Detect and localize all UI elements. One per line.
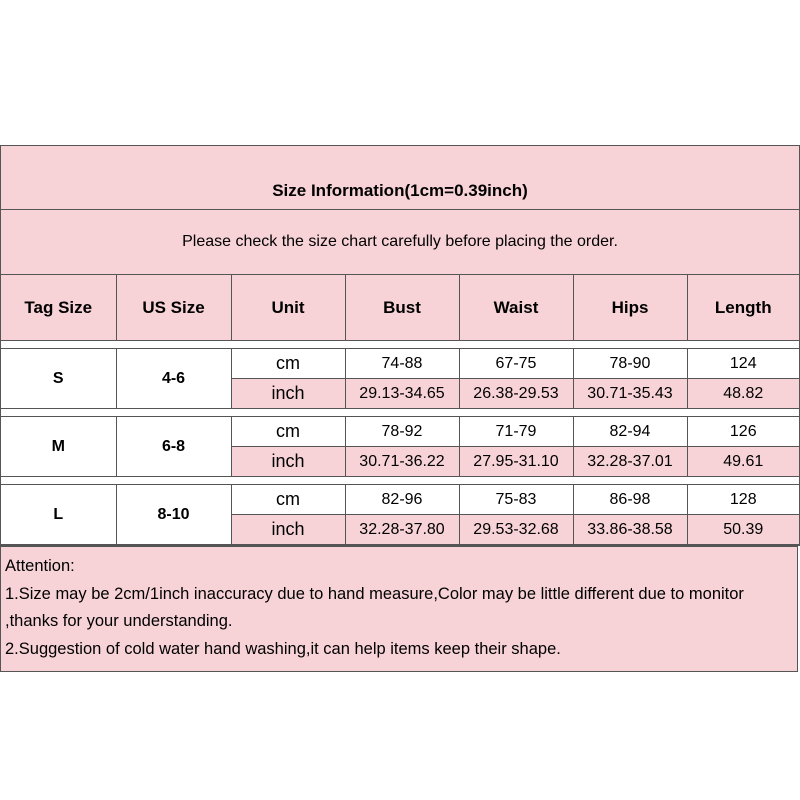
unit-cell: inch bbox=[231, 515, 345, 545]
length-cell: 48.82 bbox=[687, 379, 799, 409]
hips-cell: 32.28-37.01 bbox=[573, 447, 687, 477]
unit-cell: inch bbox=[231, 379, 345, 409]
header-length: Length bbox=[687, 275, 799, 341]
unit-cell: inch bbox=[231, 447, 345, 477]
unit-cell: cm bbox=[231, 349, 345, 379]
length-cell: 50.39 bbox=[687, 515, 799, 545]
spacer-row bbox=[1, 477, 799, 485]
chart-title-row bbox=[1, 146, 799, 210]
tag-size-cell: M bbox=[1, 417, 116, 477]
waist-cell: 27.95-31.10 bbox=[459, 447, 573, 477]
size-table bbox=[1, 275, 799, 545]
hips-cell: 33.86-38.58 bbox=[573, 515, 687, 545]
spacer-row bbox=[1, 341, 799, 349]
notice-row bbox=[1, 210, 799, 275]
waist-cell: 26.38-29.53 bbox=[459, 379, 573, 409]
hips-cell: 86-98 bbox=[573, 485, 687, 515]
us-size-cell: 4-6 bbox=[116, 349, 231, 409]
us-size-cell: 8-10 bbox=[116, 485, 231, 545]
hips-cell: 82-94 bbox=[573, 417, 687, 447]
header-waist: Waist bbox=[459, 275, 573, 341]
attention-heading: Attention: bbox=[5, 557, 75, 575]
unit-cell: cm bbox=[231, 485, 345, 515]
length-cell: 128 bbox=[687, 485, 799, 515]
table-row bbox=[1, 417, 799, 447]
hips-cell: 30.71-35.43 bbox=[573, 379, 687, 409]
waist-cell: 67-75 bbox=[459, 349, 573, 379]
tag-size-cell: L bbox=[1, 485, 116, 545]
us-size-cell: 6-8 bbox=[116, 417, 231, 477]
attention-line-2: 2.Suggestion of cold water hand washing,it can help items keep their shape. bbox=[5, 639, 561, 658]
bust-cell: 78-92 bbox=[345, 417, 459, 447]
header-bust: Bust bbox=[345, 275, 459, 341]
tag-size-cell: S bbox=[1, 349, 116, 409]
length-cell: 124 bbox=[687, 349, 799, 379]
size-chart bbox=[0, 145, 800, 546]
waist-cell: 75-83 bbox=[459, 485, 573, 515]
bust-cell: 82-96 bbox=[345, 485, 459, 515]
header-tag-size: Tag Size bbox=[1, 275, 116, 341]
bust-cell: 30.71-36.22 bbox=[345, 447, 459, 477]
table-row bbox=[1, 485, 799, 515]
bust-cell: 74-88 bbox=[345, 349, 459, 379]
bust-cell: 32.28-37.80 bbox=[345, 515, 459, 545]
table-row bbox=[1, 349, 799, 379]
length-cell: 126 bbox=[687, 417, 799, 447]
bust-cell: 29.13-34.65 bbox=[345, 379, 459, 409]
spacer-row bbox=[1, 409, 799, 417]
header-hips: Hips bbox=[573, 275, 687, 341]
attention-line-1: 1.Size may be 2cm/1inch inaccuracy due to hand measure,Color may be little different due to monitor ,thanks for your understanding. bbox=[5, 584, 744, 630]
header-unit: Unit bbox=[231, 275, 345, 341]
hips-cell: 78-90 bbox=[573, 349, 687, 379]
header-us-size: US Size bbox=[116, 275, 231, 341]
chart-title: Size Information(1cm=0.39inch) bbox=[272, 181, 528, 200]
header-row bbox=[1, 275, 799, 341]
unit-cell: cm bbox=[231, 417, 345, 447]
length-cell: 49.61 bbox=[687, 447, 799, 477]
attention-box bbox=[0, 546, 798, 672]
waist-cell: 29.53-32.68 bbox=[459, 515, 573, 545]
notice-text: Please check the size chart carefully before placing the order. bbox=[182, 233, 618, 250]
waist-cell: 71-79 bbox=[459, 417, 573, 447]
